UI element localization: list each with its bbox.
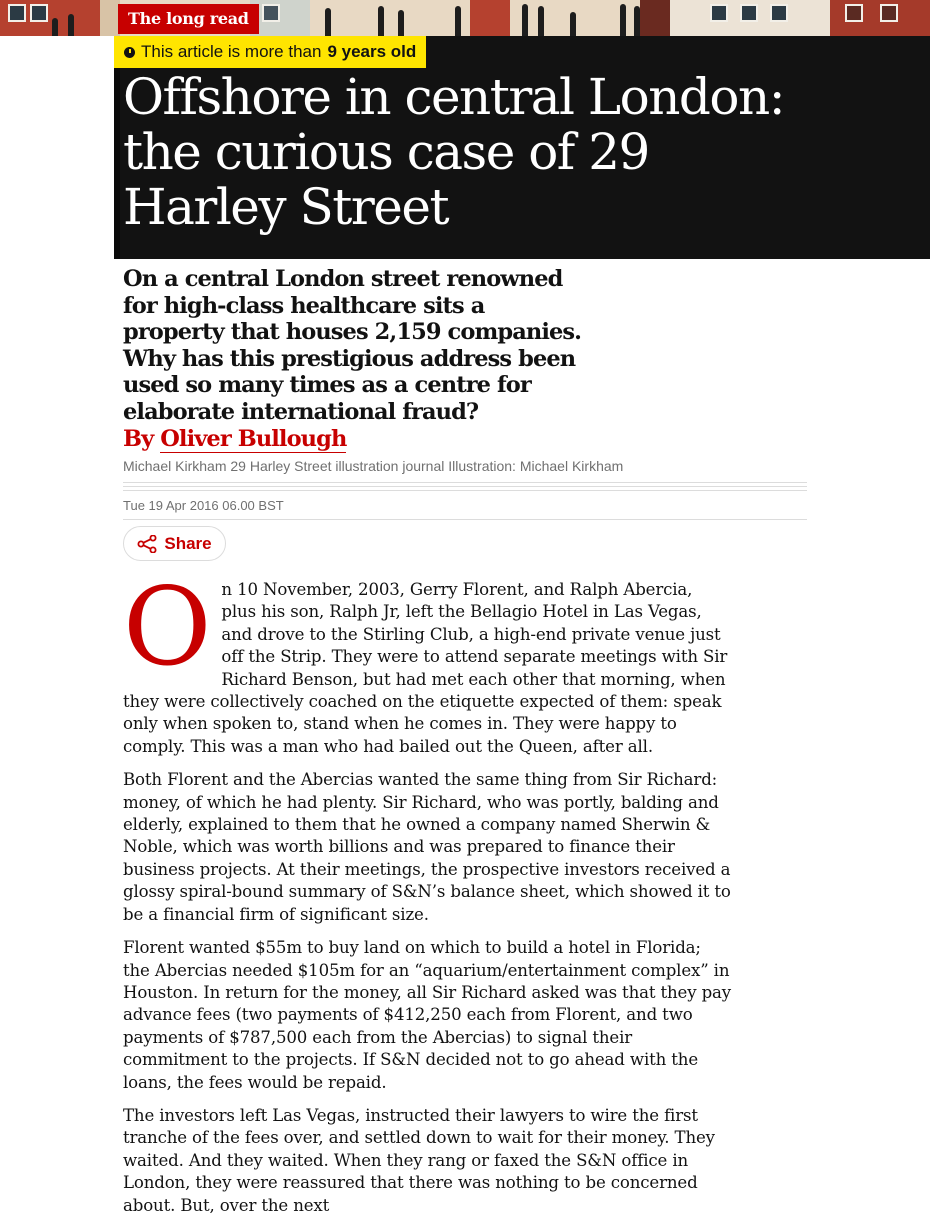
article-body (123, 565, 732, 1228)
share-label: Share (164, 533, 212, 553)
standfirst: On a central London street renowned for high-class healthcare sits a property that houses 2,159 companies. Why has this prestigious address been used so many times as a centre for elaborate international fraud? (123, 266, 582, 425)
article-age-notice (114, 36, 426, 68)
image-caption: Michael Kirkham 29 Harley Street illustration journal Illustration: Michael Kirkham (123, 458, 624, 474)
author-link[interactable]: Oliver Bullough (160, 426, 347, 452)
divider (123, 482, 807, 494)
left-margin (0, 36, 114, 260)
paragraph: Both Florent and the Abercias wanted the same thing from Sir Richard: money, of which he had plenty. Sir Richard, who was portly, balding and elderly, explained to them that he owned a company named Sherwin & Noble, which was worth billions and was prepared to finance their business projects. At their meetings, the prospective investors received a glossy spiral-bound summary of S&N’s balance sheet, which showed it to be a financial firm of significant size. (123, 770, 731, 924)
series-kicker[interactable]: The long read (118, 4, 259, 34)
divider (123, 519, 807, 520)
headline: Offshore in central London: the curious case of 29 Harley Street (123, 68, 785, 236)
share-button[interactable] (123, 526, 226, 561)
drop-cap: O (123, 565, 212, 690)
byline (123, 425, 346, 453)
age-notice-years: 9 years old (327, 42, 417, 61)
paragraph: Florent wanted $55m to buy land on which to build a hotel in Florida; the Abercias needed $105m for an “aquarium/entertainment complex” in Houston. In return for the money, all Sir Richard asked was that they pay advance fees (two payments of $412,250 each from Florent, and two payments of $787,500 each from the Abercias) to signal their commitment to the projects. If S&N decided not to go ahead with the loans, the fees would be repaid. (123, 938, 732, 1092)
paragraph: The investors left Las Vegas, instructed their lawyers to wire the first tranche of the fees over, and settled down to wait for their money. They waited. And they waited. When they rang or faxed the S&N office in London, they were reassured that there was nothing to be concerned about. But, over the next (123, 1105, 715, 1215)
age-notice-prefix: This article is more than (141, 42, 322, 61)
article-header (114, 0, 930, 259)
clock-icon (124, 47, 135, 58)
publish-date: Tue 19 Apr 2016 06.00 BST (123, 498, 284, 513)
paragraph: On 10 November, 2003, Gerry Florent, and Ralph Abercia, plus his son, Ralph Jr, left the Bellagio Hotel in Las Vegas, and drove to the Stirling Club, a high-end private venue just off the Strip. They were to attend separate meetings with Sir Richard Benson, but had met each other that morning, when they were collectively coached on the etiquette expected of them: speak only when spoken to, stand when he comes in. They were happy to comply. This was a man who had bailed out the Queen, after all. (123, 565, 728, 756)
byline-prefix: By (123, 426, 154, 452)
share-icon (137, 535, 157, 553)
